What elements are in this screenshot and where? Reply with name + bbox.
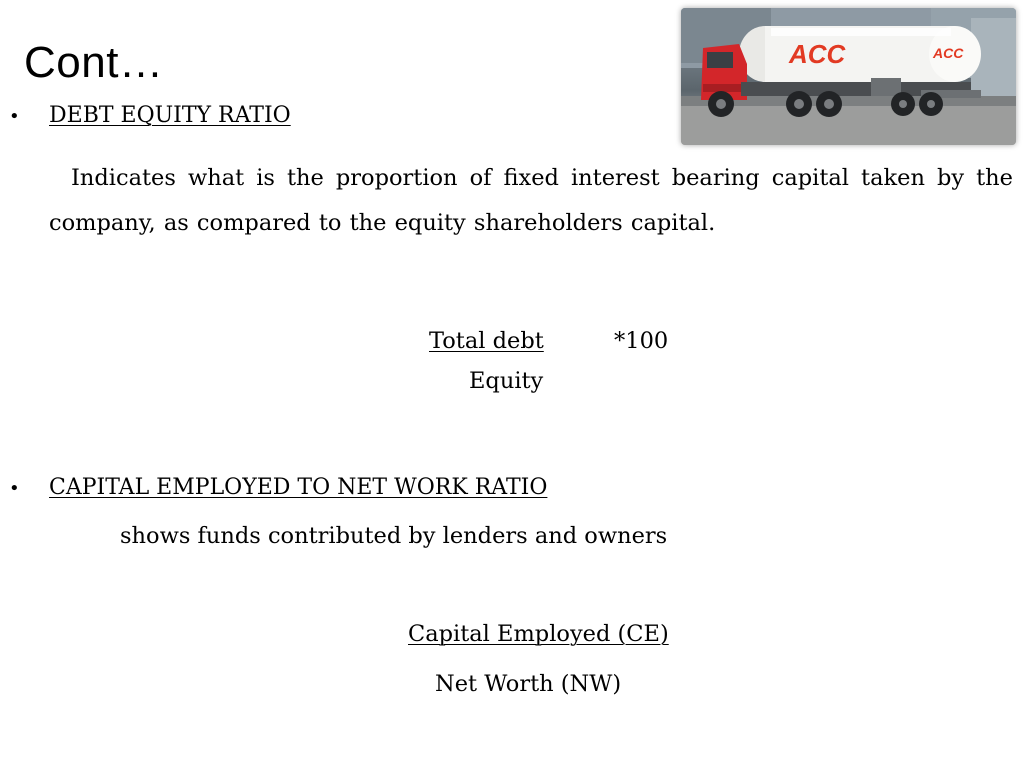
acc-logo-rear: ACC [933,45,964,61]
bullet-capital-employed: • [9,478,20,499]
tanker-truck-image [681,8,1016,145]
formula-denominator-net-worth: Net Worth (NW) [435,671,622,697]
heading-debt-equity-ratio: DEBT EQUITY RATIO [49,103,291,128]
heading-capital-employed-ratio: CAPITAL EMPLOYED TO NET WORK RATIO [49,475,548,500]
capital-employed-description: shows funds contributed by lenders and owners [120,523,668,549]
debt-equity-description: Indicates what is the proportion of fixed interest bearing capital taken by the company, as compared to the equity shareholders capital. [49,165,1013,236]
formula-denominator-equity: Equity [469,368,544,394]
formula-multiplier: *100 [614,328,669,354]
formula-numerator-total-debt: Total debt [429,328,544,354]
acc-logo-main: ACC [789,39,846,69]
formula-numerator-capital-employed: Capital Employed (CE) [408,621,669,647]
slide-title: Cont… [24,38,164,87]
bullet-debt-equity: • [9,106,20,127]
